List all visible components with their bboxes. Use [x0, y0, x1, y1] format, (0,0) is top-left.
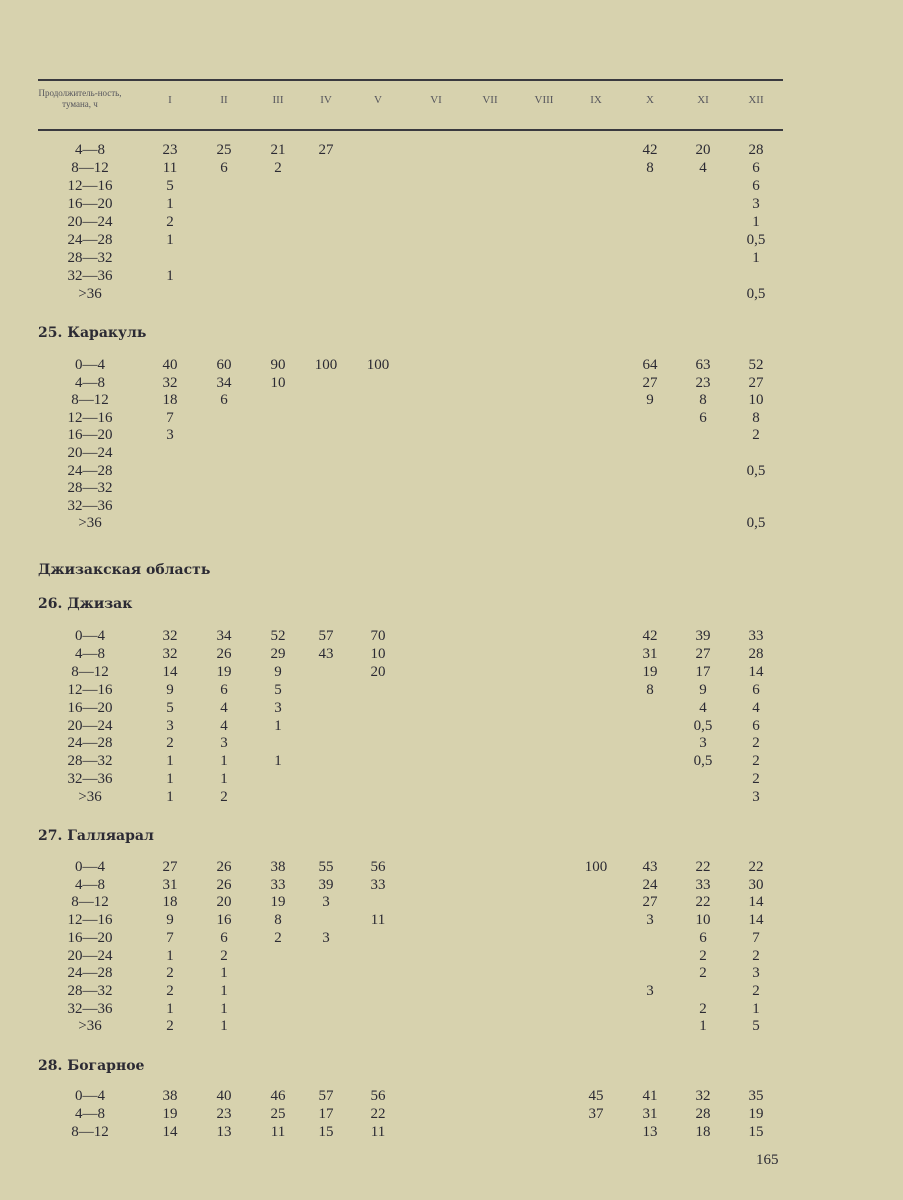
- cell-XII: 52: [748, 357, 764, 373]
- duration-column-header: Продолжитель-ность, тумана, ч: [38, 88, 122, 109]
- cell-XII: 27: [748, 374, 764, 391]
- cell-XII: 2: [752, 735, 760, 752]
- header-bottom-rule: [38, 129, 783, 131]
- cell-V: 100: [366, 357, 390, 373]
- cell-I: 18: [162, 392, 178, 409]
- cell-IV: 3: [322, 929, 330, 946]
- table-row: [0, 770, 903, 788]
- cell-XII: 28: [748, 142, 764, 158]
- table-row: [0, 681, 903, 699]
- cell-I: 9: [166, 681, 174, 698]
- duration-range: 20—24: [67, 445, 113, 461]
- cell-III: 46: [270, 1088, 286, 1104]
- table-row: [0, 213, 903, 231]
- cell-III: 11: [270, 1124, 286, 1140]
- cell-I: 11: [162, 160, 178, 176]
- table-row: [0, 356, 903, 374]
- table-row: [0, 514, 903, 532]
- cell-I: 3: [166, 427, 174, 444]
- table-row: [0, 141, 903, 159]
- cell-II: 34: [216, 628, 232, 644]
- cell-XI: 4: [699, 699, 707, 716]
- table-row: [0, 195, 903, 213]
- cell-IV: 55: [318, 859, 334, 875]
- table-row: [0, 391, 903, 409]
- table-row: [0, 752, 903, 770]
- cell-XII: 2: [752, 947, 760, 964]
- cell-V: 33: [370, 876, 386, 893]
- cell-XI: 23: [695, 374, 711, 391]
- cell-III: 90: [270, 357, 286, 373]
- duration-range: 24—28: [67, 462, 113, 479]
- cell-X: 42: [642, 628, 658, 644]
- cell-XII: 6: [752, 178, 760, 194]
- cell-II: 19: [216, 663, 232, 680]
- cell-III: 25: [270, 1106, 286, 1122]
- cell-XI: 0,5: [693, 717, 713, 734]
- cell-V: 10: [370, 645, 386, 662]
- cell-III: 2: [274, 160, 282, 176]
- station-title: 28. Богарное: [38, 1058, 145, 1074]
- duration-range: 16—20: [67, 427, 113, 444]
- cell-IX: 37: [588, 1106, 604, 1122]
- cell-V: 11: [370, 912, 386, 929]
- month-header-I: I: [168, 94, 172, 106]
- cell-X: 31: [642, 645, 658, 662]
- cell-XII: 2: [752, 427, 760, 444]
- table-row: [0, 267, 903, 285]
- duration-range: 8—12: [71, 894, 109, 911]
- duration-range: 8—12: [71, 1124, 109, 1140]
- cell-XI: 2: [699, 947, 707, 964]
- duration-range: 12—16: [67, 912, 113, 929]
- cell-X: 8: [646, 681, 654, 698]
- cell-I: 27: [162, 859, 178, 875]
- cell-XI: 32: [695, 1088, 711, 1104]
- cell-I: 2: [166, 982, 174, 999]
- cell-XI: 33: [695, 876, 711, 893]
- station-title: 25. Каракуль: [38, 325, 147, 341]
- cell-XII: 6: [752, 160, 760, 176]
- cell-II: 1: [220, 1018, 228, 1035]
- month-header-VIII: VIII: [534, 94, 554, 106]
- duration-range: 32—36: [67, 1000, 113, 1017]
- cell-XI: 3: [699, 735, 707, 752]
- cell-IV: 3: [322, 894, 330, 911]
- cell-I: 32: [162, 374, 178, 391]
- cell-II: 6: [220, 681, 228, 698]
- duration-range: 0—4: [75, 357, 105, 373]
- cell-I: 2: [166, 965, 174, 982]
- cell-XI: 17: [695, 663, 711, 680]
- cell-XII: 0,5: [746, 462, 766, 479]
- cell-II: 2: [220, 947, 228, 964]
- month-header-IV: IV: [320, 94, 332, 106]
- month-header-IX: IX: [590, 94, 602, 106]
- cell-X: 9: [646, 392, 654, 409]
- cell-II: 6: [220, 929, 228, 946]
- duration-range: 32—36: [67, 268, 113, 284]
- table-row: [0, 893, 903, 911]
- cell-XI: 9: [699, 681, 707, 698]
- cell-II: 6: [220, 392, 228, 409]
- cell-IV: 57: [318, 1088, 334, 1104]
- cell-I: 1: [166, 771, 174, 788]
- cell-XII: 6: [752, 717, 760, 734]
- cell-IV: 43: [318, 645, 334, 662]
- table-row: [0, 249, 903, 267]
- table-row: [0, 876, 903, 894]
- cell-IV: 57: [318, 628, 334, 644]
- station-title: 27. Галляарал: [38, 828, 154, 844]
- cell-XI: 18: [695, 1124, 711, 1140]
- cell-I: 9: [166, 912, 174, 929]
- cell-I: 32: [162, 645, 178, 662]
- cell-XI: 6: [699, 929, 707, 946]
- cell-XII: 3: [752, 196, 760, 212]
- duration-range: 28—32: [67, 250, 113, 266]
- cell-XII: 35: [748, 1088, 764, 1104]
- cell-I: 23: [162, 142, 178, 158]
- cell-XII: 15: [748, 1124, 764, 1140]
- cell-V: 11: [370, 1124, 386, 1140]
- duration-range: 16—20: [67, 929, 113, 946]
- duration-range: 0—4: [75, 628, 105, 644]
- month-header-VII: VII: [482, 94, 498, 106]
- cell-II: 1: [220, 771, 228, 788]
- table-row: [0, 788, 903, 806]
- station-title: 26. Джизак: [38, 596, 133, 612]
- cell-V: 56: [370, 859, 386, 875]
- table-row: [0, 374, 903, 392]
- cell-X: 27: [642, 894, 658, 911]
- table-row: [0, 982, 903, 1000]
- cell-XII: 14: [748, 663, 764, 680]
- cell-XII: 1: [752, 214, 760, 230]
- duration-range: >36: [78, 789, 102, 806]
- duration-range: 12—16: [67, 409, 113, 426]
- cell-XII: 30: [748, 876, 764, 893]
- duration-range: 4—8: [75, 1106, 105, 1122]
- cell-I: 2: [166, 735, 174, 752]
- month-header-III: III: [272, 94, 284, 106]
- cell-I: 3: [166, 717, 174, 734]
- table-row: [0, 177, 903, 195]
- cell-III: 33: [270, 876, 286, 893]
- table-row: [0, 911, 903, 929]
- month-header-V: V: [374, 94, 382, 106]
- table-row: [0, 699, 903, 717]
- month-header-XII: XII: [748, 94, 764, 106]
- cell-III: 52: [270, 628, 286, 644]
- cell-X: 19: [642, 663, 658, 680]
- cell-XII: 22: [748, 859, 764, 875]
- cell-III: 21: [270, 142, 286, 158]
- table-row: [0, 462, 903, 480]
- duration-range: 32—36: [67, 497, 113, 514]
- duration-range: 24—28: [67, 965, 113, 982]
- cell-XII: 10: [748, 392, 764, 409]
- cell-XII: 8: [752, 409, 760, 426]
- duration-range: 20—24: [67, 717, 113, 734]
- table-row: [0, 1017, 903, 1035]
- cell-XI: 22: [695, 894, 711, 911]
- cell-III: 1: [274, 753, 282, 770]
- cell-II: 6: [220, 160, 228, 176]
- cell-I: 2: [166, 214, 174, 230]
- table-row: [0, 929, 903, 947]
- cell-I: 1: [166, 947, 174, 964]
- table-row: [0, 858, 903, 876]
- table-row: [0, 734, 903, 752]
- cell-II: 26: [216, 645, 232, 662]
- duration-range: 0—4: [75, 1088, 105, 1104]
- page-number: 165: [756, 1152, 779, 1168]
- top-rule: [38, 79, 783, 81]
- cell-X: 42: [642, 142, 658, 158]
- cell-XII: 2: [752, 771, 760, 788]
- table-row: [0, 285, 903, 303]
- cell-XI: 39: [695, 628, 711, 644]
- cell-II: 4: [220, 699, 228, 716]
- cell-XI: 1: [699, 1018, 707, 1035]
- cell-XII: 0,5: [746, 286, 766, 302]
- cell-III: 2: [274, 929, 282, 946]
- cell-II: 26: [216, 876, 232, 893]
- cell-II: 26: [216, 859, 232, 875]
- cell-II: 23: [216, 1106, 232, 1122]
- cell-IV: 27: [318, 142, 334, 158]
- table-row: [0, 426, 903, 444]
- cell-III: 9: [274, 663, 282, 680]
- cell-XI: 63: [695, 357, 711, 373]
- table-row: [0, 1087, 903, 1105]
- duration-range: 28—32: [67, 982, 113, 999]
- duration-range: 24—28: [67, 232, 113, 248]
- cell-I: 7: [166, 929, 174, 946]
- duration-range: >36: [78, 286, 102, 302]
- cell-I: 40: [162, 357, 178, 373]
- duration-range: 0—4: [75, 859, 105, 875]
- cell-XI: 22: [695, 859, 711, 875]
- cell-I: 5: [166, 178, 174, 194]
- table-row: [0, 627, 903, 645]
- cell-I: 1: [166, 268, 174, 284]
- cell-II: 60: [216, 357, 232, 373]
- duration-range: 16—20: [67, 196, 113, 212]
- duration-range: 20—24: [67, 214, 113, 230]
- duration-range: >36: [78, 1018, 102, 1035]
- cell-IV: 39: [318, 876, 334, 893]
- cell-I: 14: [162, 1124, 178, 1140]
- cell-X: 3: [646, 982, 654, 999]
- cell-XII: 1: [752, 1000, 760, 1017]
- cell-I: 1: [166, 753, 174, 770]
- cell-XI: 28: [695, 1106, 711, 1122]
- cell-III: 29: [270, 645, 286, 662]
- cell-XI: 20: [695, 142, 711, 158]
- cell-X: 31: [642, 1106, 658, 1122]
- cell-X: 64: [642, 357, 658, 373]
- month-header-VI: VI: [430, 94, 442, 106]
- cell-V: 56: [370, 1088, 386, 1104]
- cell-III: 5: [274, 681, 282, 698]
- cell-XII: 14: [748, 894, 764, 911]
- cell-XI: 6: [699, 409, 707, 426]
- duration-range: >36: [78, 515, 102, 532]
- cell-II: 4: [220, 717, 228, 734]
- month-header-X: X: [646, 94, 654, 106]
- cell-XII: 14: [748, 912, 764, 929]
- cell-XI: 8: [699, 392, 707, 409]
- table-row: [0, 444, 903, 462]
- cell-X: 27: [642, 374, 658, 391]
- region-title: Джизакская область: [38, 562, 211, 578]
- table-row: [0, 231, 903, 249]
- table-row: [0, 1000, 903, 1018]
- cell-XII: 33: [748, 628, 764, 644]
- cell-I: 32: [162, 628, 178, 644]
- cell-X: 8: [646, 160, 654, 176]
- cell-II: 16: [216, 912, 232, 929]
- cell-IV: 17: [318, 1106, 334, 1122]
- cell-I: 1: [166, 789, 174, 806]
- cell-XII: 5: [752, 1018, 760, 1035]
- cell-IX: 100: [584, 859, 608, 875]
- cell-XII: 3: [752, 789, 760, 806]
- cell-II: 13: [216, 1124, 232, 1140]
- month-header-II: II: [220, 94, 228, 106]
- table-row: [0, 645, 903, 663]
- cell-XI: 27: [695, 645, 711, 662]
- cell-XI: 10: [695, 912, 711, 929]
- cell-I: 5: [166, 699, 174, 716]
- cell-XII: 7: [752, 929, 760, 946]
- cell-V: 70: [370, 628, 386, 644]
- duration-range: 4—8: [75, 645, 105, 662]
- cell-III: 3: [274, 699, 282, 716]
- cell-XII: 19: [748, 1106, 764, 1122]
- cell-II: 34: [216, 374, 232, 391]
- cell-I: 19: [162, 1106, 178, 1122]
- table-row: [0, 947, 903, 965]
- cell-V: 20: [370, 663, 386, 680]
- cell-X: 24: [642, 876, 658, 893]
- cell-X: 3: [646, 912, 654, 929]
- table-row: [0, 479, 903, 497]
- cell-XI: 2: [699, 1000, 707, 1017]
- table-row: [0, 1123, 903, 1141]
- cell-III: 38: [270, 859, 286, 875]
- cell-II: 2: [220, 789, 228, 806]
- cell-II: 25: [216, 142, 232, 158]
- duration-range: 8—12: [71, 663, 109, 680]
- cell-II: 3: [220, 735, 228, 752]
- cell-X: 41: [642, 1088, 658, 1104]
- duration-range: 8—12: [71, 160, 109, 176]
- duration-range: 8—12: [71, 392, 109, 409]
- cell-II: 1: [220, 1000, 228, 1017]
- cell-XI: 0,5: [693, 753, 713, 770]
- cell-III: 10: [270, 374, 286, 391]
- duration-range: 16—20: [67, 699, 113, 716]
- cell-V: 22: [370, 1106, 386, 1122]
- table-row: [0, 663, 903, 681]
- cell-IV: 15: [318, 1124, 334, 1140]
- cell-I: 2: [166, 1018, 174, 1035]
- cell-IX: 45: [588, 1088, 604, 1104]
- table-row: [0, 159, 903, 177]
- cell-II: 20: [216, 894, 232, 911]
- cell-I: 14: [162, 663, 178, 680]
- cell-XI: 2: [699, 965, 707, 982]
- cell-XII: 4: [752, 699, 760, 716]
- cell-XII: 0,5: [746, 515, 766, 532]
- table-row: [0, 409, 903, 427]
- cell-XII: 0,5: [746, 232, 766, 248]
- cell-I: 1: [166, 1000, 174, 1017]
- cell-X: 43: [642, 859, 658, 875]
- month-header-XI: XI: [697, 94, 709, 106]
- cell-II: 1: [220, 965, 228, 982]
- cell-XII: 28: [748, 645, 764, 662]
- table-row: [0, 964, 903, 982]
- duration-range: 24—28: [67, 735, 113, 752]
- cell-I: 1: [166, 232, 174, 248]
- cell-XII: 2: [752, 753, 760, 770]
- duration-range: 12—16: [67, 681, 113, 698]
- cell-XII: 6: [752, 681, 760, 698]
- cell-III: 1: [274, 717, 282, 734]
- duration-range: 4—8: [75, 374, 105, 391]
- cell-IV: 100: [314, 357, 338, 373]
- cell-I: 38: [162, 1088, 178, 1104]
- duration-range: 4—8: [75, 876, 105, 893]
- duration-range: 32—36: [67, 771, 113, 788]
- cell-II: 1: [220, 753, 228, 770]
- cell-X: 13: [642, 1124, 658, 1140]
- cell-III: 8: [274, 912, 282, 929]
- cell-I: 7: [166, 409, 174, 426]
- cell-II: 40: [216, 1088, 232, 1104]
- table-row: [0, 1105, 903, 1123]
- duration-range: 28—32: [67, 480, 113, 497]
- cell-I: 1: [166, 196, 174, 212]
- duration-range: 12—16: [67, 178, 113, 194]
- table-row: [0, 717, 903, 735]
- cell-III: 19: [270, 894, 286, 911]
- duration-range: 4—8: [75, 142, 105, 158]
- cell-XII: 2: [752, 982, 760, 999]
- cell-XII: 1: [752, 250, 760, 266]
- cell-II: 1: [220, 982, 228, 999]
- duration-range: 20—24: [67, 947, 113, 964]
- table-row: [0, 497, 903, 515]
- duration-range: 28—32: [67, 753, 113, 770]
- cell-XII: 3: [752, 965, 760, 982]
- cell-I: 31: [162, 876, 178, 893]
- cell-I: 18: [162, 894, 178, 911]
- cell-XI: 4: [699, 160, 707, 176]
